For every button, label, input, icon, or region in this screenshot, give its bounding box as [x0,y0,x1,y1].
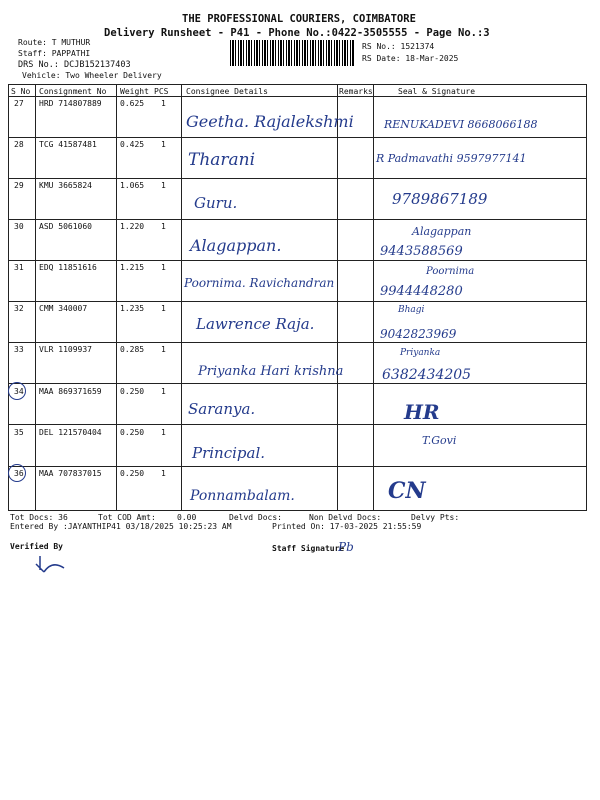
row-weight: 1.235 [120,304,145,313]
column-header-remarks: Remarks [339,87,373,96]
barcode-image [230,40,355,66]
consignee-handwriting: Lawrence Raja. [196,315,315,333]
row-pcs: 1 [161,140,166,149]
row-pcs: 1 [161,263,166,272]
staff-label: Staff: PAPPATHI [18,49,91,58]
delivery-points-label: Delvy Pts: [411,513,460,522]
row-sno: 32 [14,304,24,313]
route-label: Route: T MUTHUR [18,38,91,47]
rs-date: RS Date: 18-Mar-2025 [362,54,459,63]
column-header-pcs: PCS [154,87,169,96]
consignee-handwriting: Alagappan. [190,236,282,255]
drs-number: DRS No.: DCJB152137403 [18,60,131,70]
consignee-handwriting: Geetha. Rajalekshmi [186,112,354,131]
row-consignment: HRD 714807889 [39,99,102,108]
staff-signature-mark: Pb [338,540,354,554]
row-pcs: 1 [161,345,166,354]
column-header-sno: S No [11,87,31,96]
seal-phone: 9944448280 [380,284,463,299]
row-consignment: VLR 1109937 [39,345,92,354]
seal-phone: 6382434205 [382,367,472,383]
consignee-handwriting: Priyanka Hari krishna [198,364,344,379]
runsheet-title: Delivery Runsheet - P41 - Phone No.:0422-3505555 - Page No.:3 [104,27,490,39]
seal-signature: Alagappan [412,225,472,238]
staff-signature-label: Staff Signature [272,544,345,553]
seal-signature: RENUKADEVI 8668066188 [384,118,538,131]
row-consignment: TCG 41587481 [39,140,97,149]
seal-signature: CN [388,478,426,504]
row-sno: 28 [14,140,24,149]
entered-by: Entered By :JAYANTHIP41 03/18/2025 10:25:23 AM [10,522,232,531]
row-pcs: 1 [161,181,166,190]
verifier-signature [34,552,74,576]
row-sno: 30 [14,222,24,231]
seal-signature: Priyanka [400,348,441,358]
row-weight: 0.625 [120,99,145,108]
row-weight: 0.250 [120,469,145,478]
row-weight: 0.425 [120,140,145,149]
consignee-handwriting: Tharani [188,150,256,170]
consignee-handwriting: Poornima. Ravichandran [184,276,335,290]
row-pcs: 1 [161,428,166,437]
row-weight: 0.285 [120,345,145,354]
total-cod-label: Tot COD Amt: [98,513,156,522]
row-pcs: 1 [161,387,166,396]
seal-phone: 9042823969 [380,327,457,341]
non-delivered-docs-label: Non Delvd Docs: [309,513,382,522]
verified-by-label: Verified By [10,542,63,551]
total-docs: Tot Docs: 36 [10,513,68,522]
company-name: THE PROFESSIONAL COURIERS, COIMBATORE [182,13,416,25]
printed-on: Printed On: 17-03-2025 21:55:59 [272,522,422,531]
row-pcs: 1 [161,99,166,108]
delivered-docs-label: Delvd Docs: [229,513,282,522]
seal-signature: R Padmavathi 9597977141 [376,152,527,165]
row-weight: 1.220 [120,222,145,231]
row-sno: 31 [14,263,24,272]
row-weight: 1.215 [120,263,145,272]
column-header-consignment: Consignment No [39,87,107,96]
row-consignment: ASD 5061060 [39,222,92,231]
row-consignment: KMU 3665824 [39,181,92,190]
consignee-handwriting: Principal. [192,444,266,462]
row-weight: 0.250 [120,428,145,437]
row-sno: 36 [14,469,24,478]
consignee-handwriting: Saranya. [188,400,256,418]
row-consignment: DEL 121570404 [39,428,102,437]
row-consignment: EDQ 11851616 [39,263,97,272]
row-sno: 34 [14,387,24,396]
consignee-handwriting: Guru. [194,194,238,212]
row-consignment: CMM 340007 [39,304,88,313]
row-weight: 1.065 [120,181,145,190]
column-header-weight: Weight [120,87,149,96]
column-header-seal: Seal & Signature [398,87,476,96]
row-pcs: 1 [161,304,166,313]
consignee-handwriting: Ponnambalam. [190,488,295,504]
column-header-consignee: Consignee Details [186,87,268,96]
rs-number: RS No.: 1521374 [362,42,435,51]
seal-signature: Poornima [426,266,475,277]
row-sno: 27 [14,99,24,108]
row-consignment: MAA 707837015 [39,469,102,478]
row-sno: 35 [14,428,24,437]
seal-signature: T.Govi [422,434,457,447]
row-sno: 33 [14,345,24,354]
row-weight: 0.250 [120,387,145,396]
row-pcs: 1 [161,469,166,478]
row-sno: 29 [14,181,24,190]
vehicle-label: Vehicle: Two Wheeler Delivery [22,71,162,80]
seal-signature: Bhagi [398,305,425,315]
row-consignment: MAA 869371659 [39,387,102,396]
seal-signature: HR [404,400,440,424]
row-pcs: 1 [161,222,166,231]
seal-signature: 9789867189 [392,190,488,208]
total-cod-amount: 0.00 [177,513,197,522]
seal-phone: 9443588569 [380,244,463,259]
